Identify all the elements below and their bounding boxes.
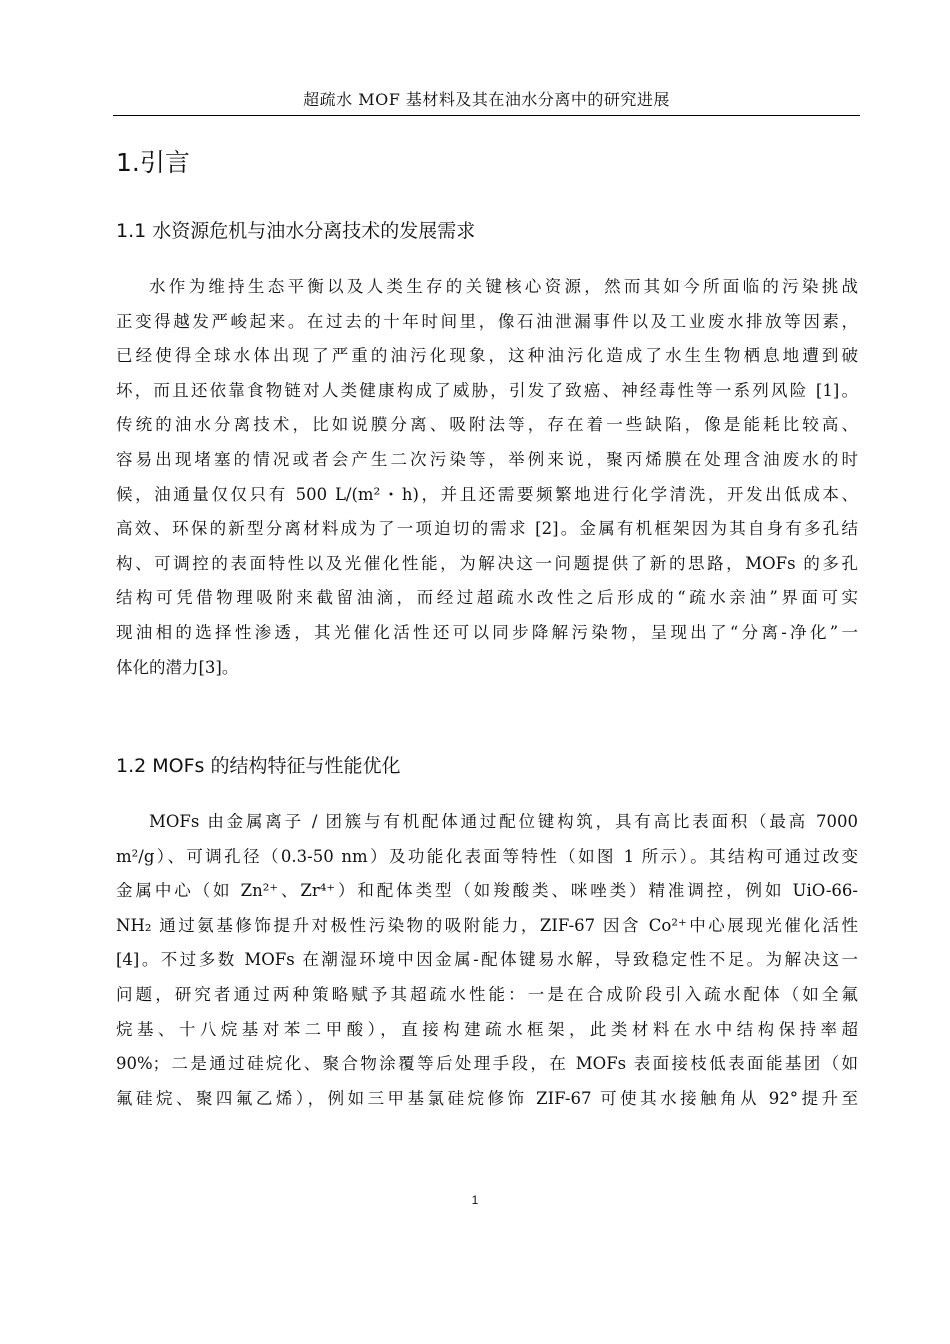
- paragraph-line: 体化的潜力[3]。: [116, 657, 239, 677]
- paragraph-line: 氟硅烷、聚四氟乙烯），例如三甲基氯硅烷修饰 ZIF-67 可使其水接触角从 92°提升至: [116, 1088, 858, 1108]
- paragraph-line: m²/g）、可调孔径（0.3-50 nm）及功能化表面等特性（如图 1 所示）。其结构可通过改变: [116, 846, 858, 866]
- paragraph-line: [4]。不过多数 MOFs 在潮湿环境中因金属-配体键易水解，导致稳定性不足。为解决这一: [116, 950, 858, 970]
- paragraph-line: 烷基、十八烷基对苯二甲酸），直接构建疏水框架，此类材料在水中结构保持率超: [116, 1019, 858, 1039]
- paragraph-line: 90%；二是通过硅烷化、聚合物涂覆等后处理手段，在 MOFs 表面接枝低表面能基团（如: [116, 1054, 858, 1074]
- paragraph-line: 传统的油水分离技术，比如说膜分离、吸附法等，存在着一些缺陷，像是能耗比较高、: [116, 415, 858, 435]
- paragraph-line: 容易出现堵塞的情况或者会产生二次污染等，举例来说，聚丙烯膜在处理含油废水的时: [116, 449, 858, 469]
- section-heading: 1.引言: [116, 148, 190, 177]
- running-header: 超疏水 MOF 基材料及其在油水分离中的研究进展: [303, 90, 670, 109]
- paragraph-line: 已经使得全球水体出现了严重的油污化现象，这种油污化造成了水生生物栖息地遭到破: [116, 346, 858, 366]
- paragraph-line: 候，油通量仅仅只有 500 L/(m²・h)，并且还需要频繁地进行化学清洗，开发出低成本、: [116, 484, 858, 504]
- paragraph-line: 现油相的选择性渗透，其光催化活性还可以同步降解污染物，呈现出了“分离-净化”一: [116, 622, 858, 642]
- paragraph-1-2: [116, 805, 858, 1116]
- paragraph-line: MOFs 由金属离子 / 团簇与有机配体通过配位键构筑，具有高比表面积（最高 7000: [149, 812, 858, 831]
- page-number: 1: [471, 1193, 479, 1207]
- header-rule: [113, 115, 860, 116]
- paragraph-line: 水作为维持生态平衡以及人类生存的关键核心资源，然而其如今所面临的污染挑战: [149, 277, 858, 296]
- paragraph-line: 问题，研究者通过两种策略赋予其超疏水性能：一是在合成阶段引入疏水配体（如全氟: [116, 984, 858, 1004]
- paragraph-line: 正变得越发严峻起来。在过去的十年时间里，像石油泄漏事件以及工业废水排放等因素，: [116, 311, 858, 331]
- paragraph-line: 结构可凭借物理吸附来截留油滴，而经过超疏水改性之后形成的“疏水亲油”界面可实: [116, 588, 858, 608]
- subsection-heading-1-2: 1.2 MOFs 的结构特征与性能优化: [116, 755, 401, 777]
- paragraph-line: 金属中心（如 Zn²⁺、Zr⁴⁺）和配体类型（如羧酸类、咪唑类）精准调控，例如 UiO-66-: [116, 881, 858, 901]
- paragraph-line: 构、可调控的表面特性以及光催化性能，为解决这一问题提供了新的思路，MOFs 的多孔: [116, 553, 858, 573]
- subsection-heading-1-1: 1.1 水资源危机与油水分离技术的发展需求: [116, 220, 476, 242]
- paragraph-line: 坏，而且还依靠食物链对人类健康构成了威胁，引发了致癌、神经毒性等一系列风险 [1]。: [116, 380, 858, 400]
- paragraph-line: NH₂ 通过氨基修饰提升对极性污染物的吸附能力，ZIF-67 因含 Co²⁺中心展现光催化活性: [116, 915, 858, 935]
- paragraph-line: 高效、环保的新型分离材料成为了一项迫切的需求 [2]。金属有机框架因为其自身有多孔结: [116, 519, 858, 539]
- paragraph-1-1: [116, 270, 858, 685]
